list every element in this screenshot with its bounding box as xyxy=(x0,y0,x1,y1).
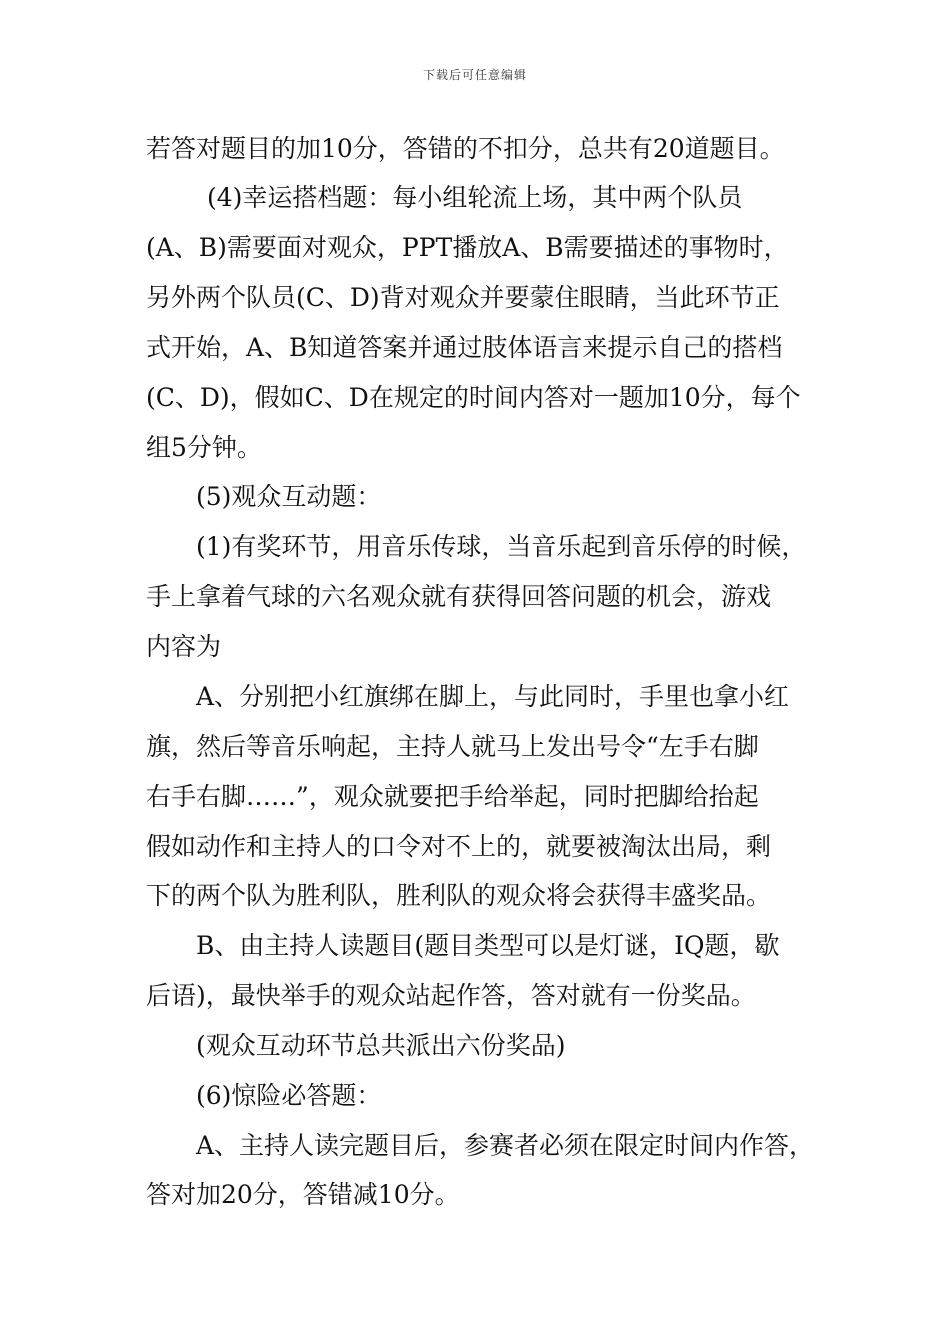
text-line: (5)观众互动题： xyxy=(196,482,382,511)
text-line: 后语)，最快举手的观众站起作答，答对就有一份奖品。 xyxy=(146,981,756,1010)
text-line: (4)幸运搭档题：每小组轮流上场，其中两个队员 xyxy=(207,183,743,212)
text-line: (C、D)，假如C、D在规定的时间内答对一题加10分，每个 xyxy=(146,383,801,412)
text-line: 右手右脚……”，观众就要把手给举起，同时把脚给抬起 xyxy=(146,782,759,811)
text-line: (A、B)需要面对观众，PPT播放A、B需要描述的事物时， xyxy=(146,233,789,262)
text-line: 内容为 xyxy=(146,632,222,661)
text-line: 组5分钟。 xyxy=(146,433,262,462)
text-line: 另外两个队员(C、D)背对观众并要蒙住眼睛，当此环节正 xyxy=(146,283,780,312)
text-line: B、由主持人读题目(题目类型可以是灯谜，IQ题，歇 xyxy=(196,931,780,960)
text-line: 答对加20分，答错减10分。 xyxy=(146,1180,460,1209)
text-line: 若答对题目的加10分，答错的不扣分，总共有20道题目。 xyxy=(146,134,785,163)
text-line: A、主持人读完题目后，参赛者必须在限定时间内作答， xyxy=(196,1131,815,1160)
text-line: 假如动作和主持人的口令对不上的，就要被淘汰出局，剩 xyxy=(146,832,772,861)
text-line: (观众互动环节总共派出六份奖品) xyxy=(196,1031,566,1060)
text-line: (6)惊险必答题： xyxy=(196,1081,382,1110)
page-header: 下载后可任意编辑 xyxy=(422,68,527,82)
text-line: (1)有奖环节，用音乐传球，当音乐起到音乐停的时候， xyxy=(196,532,807,561)
text-line: 式开始，A、B知道答案并通过肢体语言来提示自己的搭档 xyxy=(146,333,783,362)
text-line: 旗，然后等音乐响起，主持人就马上发出号令“左手右脚 xyxy=(146,732,759,761)
text-line: A、分别把小红旗绑在脚上，与此同时，手里也拿小红 xyxy=(196,682,790,711)
text-line: 下的两个队为胜利队，胜利队的观众将会获得丰盛奖品。 xyxy=(146,881,772,910)
text-line: 手上拿着气球的六名观众就有获得回答问题的机会，游戏 xyxy=(146,582,772,611)
